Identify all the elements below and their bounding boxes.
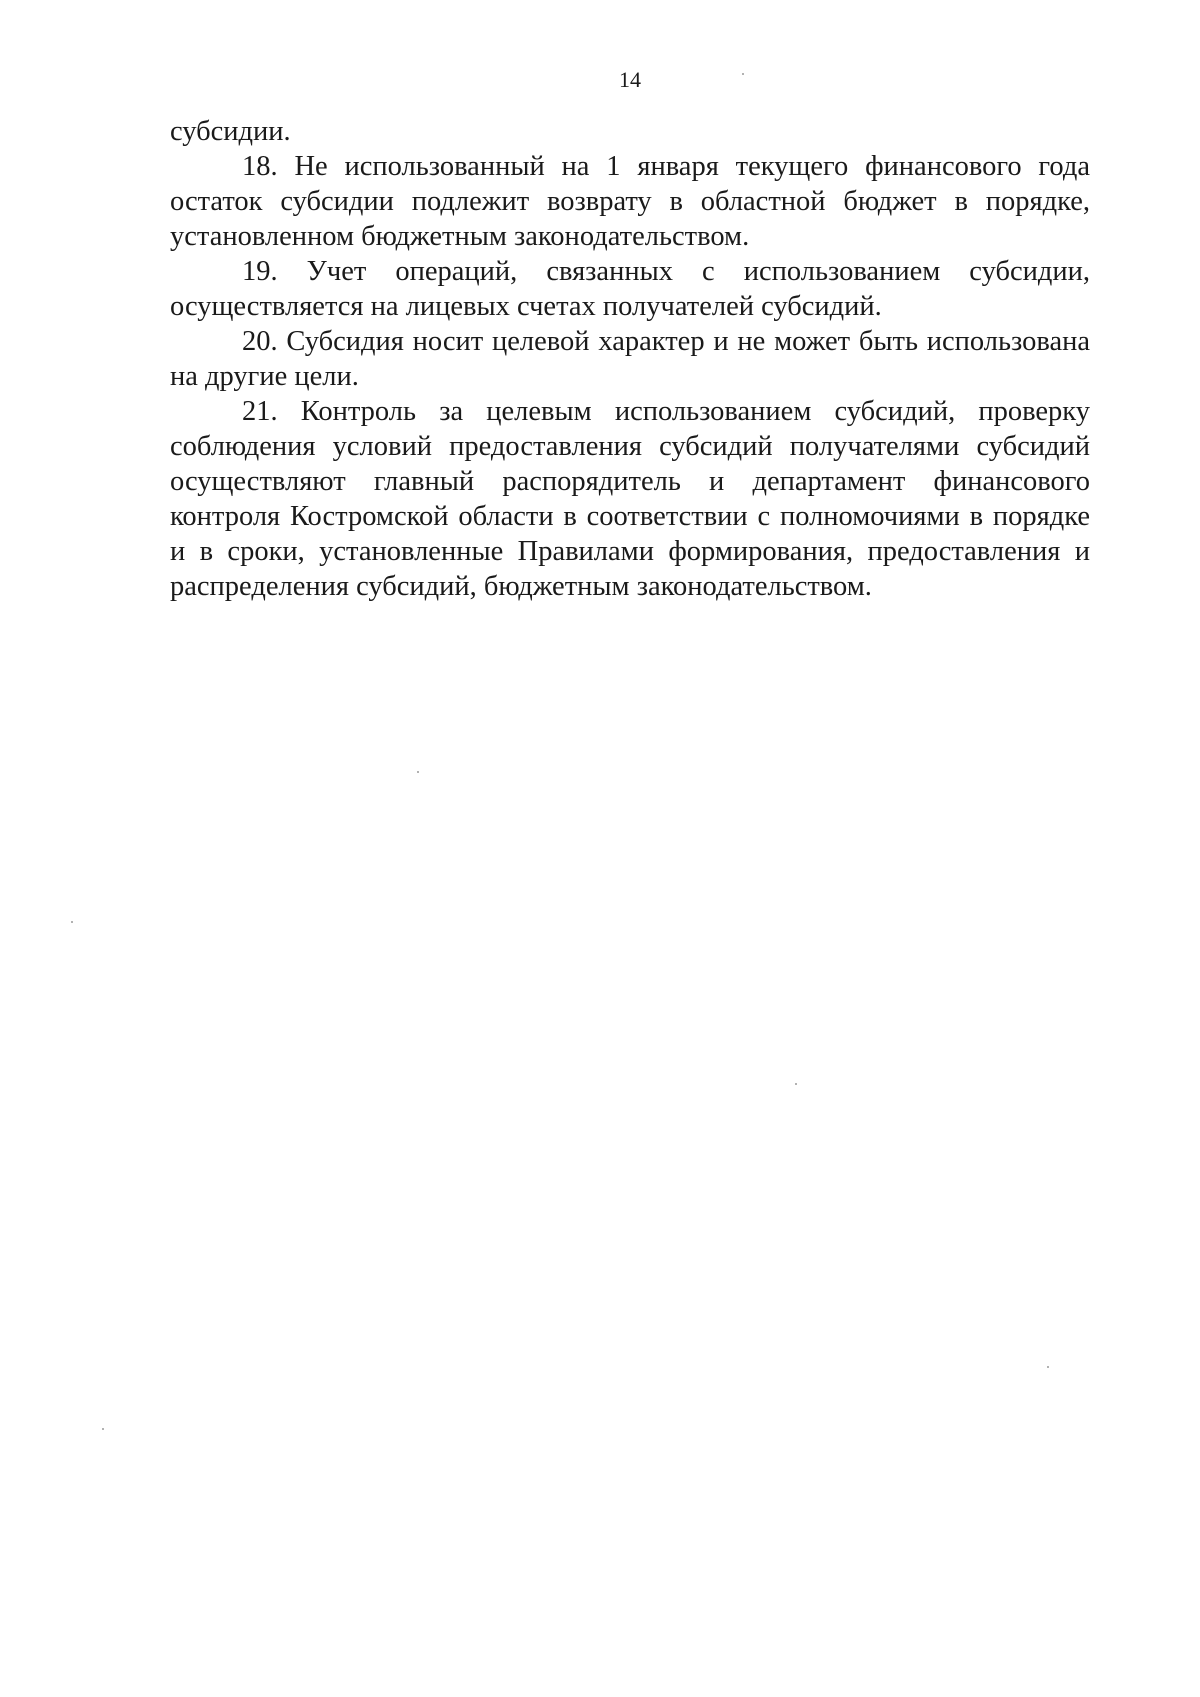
paragraph-continuation: субсидии. xyxy=(170,116,291,147)
document-body xyxy=(170,114,1090,604)
page-number: 14 xyxy=(619,67,641,92)
paragraph-21: 21. Контроль за целевым использованием субсидий, проверку соблюдения условий предоставления субсидий получателями субсидий осуществляют главный распорядитель и департамент финансового контроля Костромской области в соответствии с полномочиями в порядке и в сроки, установленные Правилами формирования, предоставления и распределения субсидий, бюджетным законодательством. xyxy=(170,396,1090,602)
paragraph-20: 20. Субсидия носит целевой характер и не может быть использована на другие цели. xyxy=(170,326,1090,392)
scan-speck xyxy=(102,1428,104,1430)
paragraph-19: 19. Учет операций, связанных с использованием субсидии, осуществляется на лицевых счетах получателей субсидий. xyxy=(170,256,1090,322)
paragraph-18: 18. Не использованный на 1 января текущего финансового года остаток субсидии подлежит возврату в областной бюджет в порядке, установленном бюджетным законодательством. xyxy=(170,151,1090,252)
scan-speck xyxy=(71,921,73,923)
scan-speck xyxy=(742,73,744,75)
scan-speck xyxy=(417,771,419,773)
scan-speck xyxy=(1047,1366,1049,1368)
scan-speck xyxy=(795,1083,797,1085)
